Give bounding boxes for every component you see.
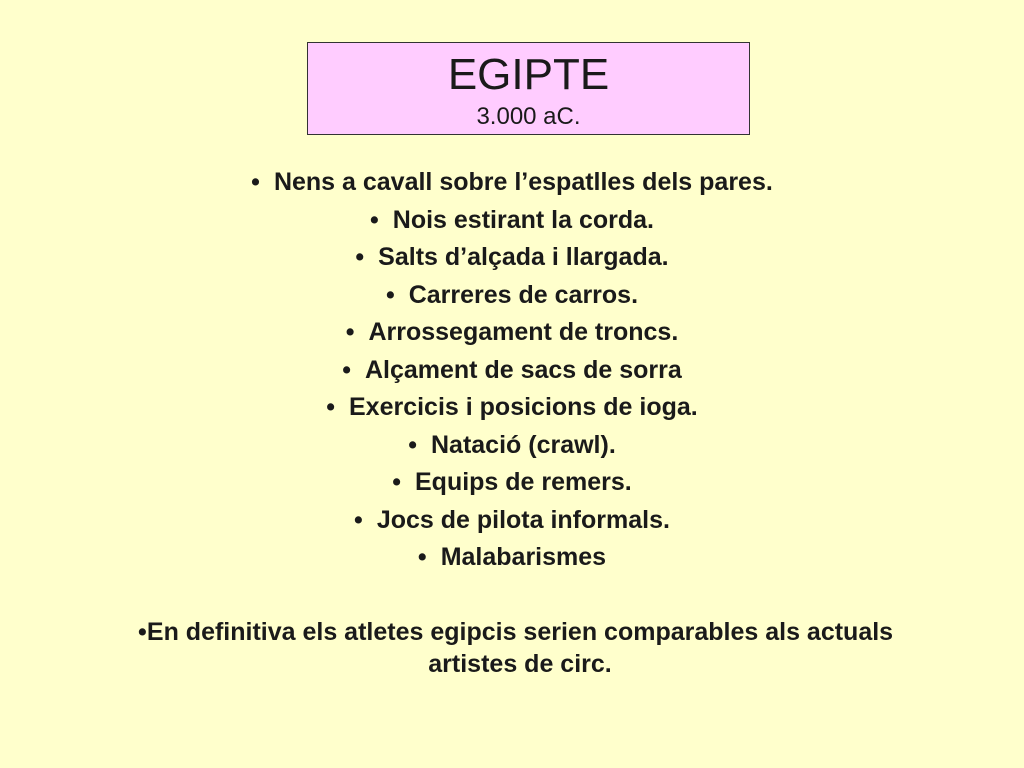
title-box xyxy=(307,42,750,135)
list-item-text: Nens a cavall sobre l’espatlles dels pares. xyxy=(273,168,773,196)
list-item-text: Natació (crawl). xyxy=(430,430,616,459)
bullet-icon: • xyxy=(251,168,260,196)
bullet-list xyxy=(0,164,1024,577)
bullet-icon: • xyxy=(417,543,427,571)
list-item xyxy=(0,314,1024,352)
list-item-text: Jocs de pilota informals. xyxy=(376,505,670,534)
bullet-icon: • xyxy=(138,618,147,646)
list-item-text: Carreres de carros. xyxy=(408,280,639,309)
bullet-icon: • xyxy=(345,318,355,346)
bullet-icon: • xyxy=(342,355,351,384)
list-item xyxy=(0,389,1024,427)
bullet-icon: • xyxy=(408,430,417,459)
list-item xyxy=(0,239,1024,277)
list-item-text: Arrossegament de troncs. xyxy=(368,318,679,346)
list-item xyxy=(0,539,1024,577)
list-item xyxy=(0,427,1024,465)
bullet-icon: • xyxy=(370,205,379,234)
conclusion-paragraph xyxy=(120,616,920,680)
bullet-icon: • xyxy=(354,505,363,534)
bullet-icon: • xyxy=(326,393,335,421)
conclusion-text: En definitiva els atletes egipcis serien comparables als actuals artistes de circ. xyxy=(146,618,894,678)
list-item xyxy=(0,202,1024,240)
bullet-icon: • xyxy=(355,243,365,271)
list-item-text: Exercicis i posicions de ioga. xyxy=(349,393,698,421)
list-item-text: Salts d’alçada i llargada. xyxy=(378,243,669,271)
slide-subtitle: 3.000 aC. xyxy=(476,103,581,130)
list-item xyxy=(0,164,1024,202)
bullet-icon: • xyxy=(385,280,395,309)
bullet-icon: • xyxy=(392,468,401,496)
list-item xyxy=(0,464,1024,502)
list-item-text: Equips de remers. xyxy=(415,468,632,496)
list-item-text: Nois estirant la corda. xyxy=(392,205,654,234)
list-item xyxy=(0,352,1024,390)
slide-title: EGIPTE xyxy=(447,50,610,99)
list-item-text: Alçament de sacs de sorra xyxy=(364,355,682,384)
list-item xyxy=(0,502,1024,540)
list-item xyxy=(0,277,1024,315)
list-item-text: Malabarismes xyxy=(440,543,607,571)
